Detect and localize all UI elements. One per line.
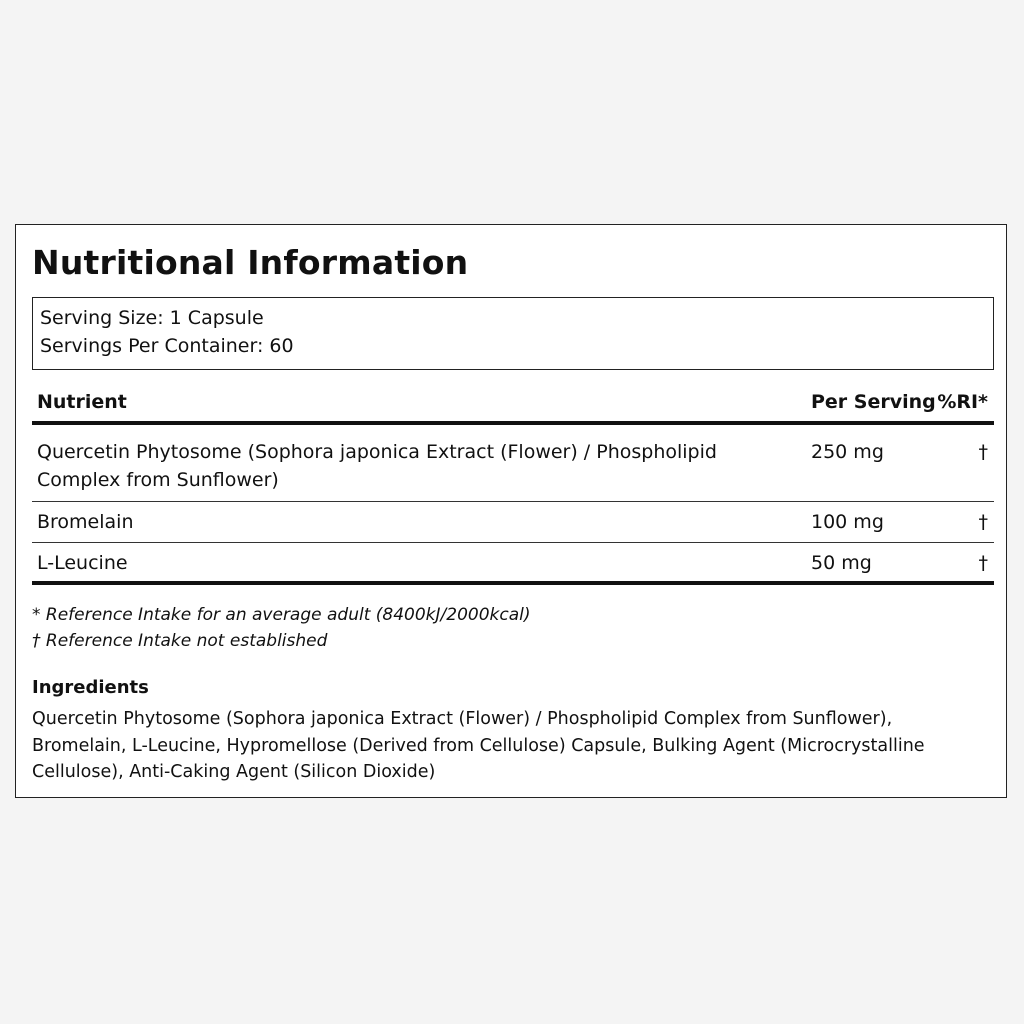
- ingredients-heading: Ingredients: [32, 677, 149, 698]
- nutrient-ri: †: [978, 511, 988, 533]
- servings-per-container: Servings Per Container: 60: [40, 335, 294, 357]
- header-nutrient: Nutrient: [37, 391, 127, 413]
- footnote-reference-intake: * Reference Intake for an average adult (8400kJ/2000kcal): [32, 605, 531, 625]
- table-row: [32, 502, 994, 543]
- nutrient-name: Bromelain: [37, 511, 134, 533]
- footnote-not-established: † Reference Intake not established: [32, 631, 328, 651]
- header-per-serving: Per Serving: [811, 391, 936, 413]
- serving-size: Serving Size: 1 Capsule: [40, 307, 264, 329]
- serving-info-box: [32, 297, 994, 370]
- table-row: [32, 543, 994, 585]
- nutrient-ri: †: [978, 552, 988, 574]
- nutrient-amount: 50 mg: [811, 552, 872, 574]
- ingredients-text: Quercetin Phytosome (Sophora japonica Extract (Flower) / Phospholipid Complex from Sunflower), Bromelain, L-Leucine, Hypromellose (Derived from Cellulose) Capsule, Bulking Agent (Microcrystalline Cellulose), Anti-Caking Agent (Silicon Dioxide): [32, 709, 925, 782]
- nutrient-amount: 250 mg: [811, 441, 884, 463]
- nutrition-panel: [15, 224, 1007, 798]
- table-header: [32, 387, 994, 425]
- nutrient-amount: 100 mg: [811, 511, 884, 533]
- header-ri: %RI*: [937, 391, 988, 413]
- nutrient-name: L-Leucine: [37, 552, 128, 574]
- panel-title: Nutritional Information: [32, 243, 469, 282]
- table-row: [32, 425, 994, 502]
- nutrient-ri: †: [978, 441, 988, 463]
- nutrient-name: Quercetin Phytosome (Sophora japonica Extract (Flower) / Phospholipid Complex from Sunflower): [37, 441, 717, 491]
- nutrient-table: [32, 387, 994, 585]
